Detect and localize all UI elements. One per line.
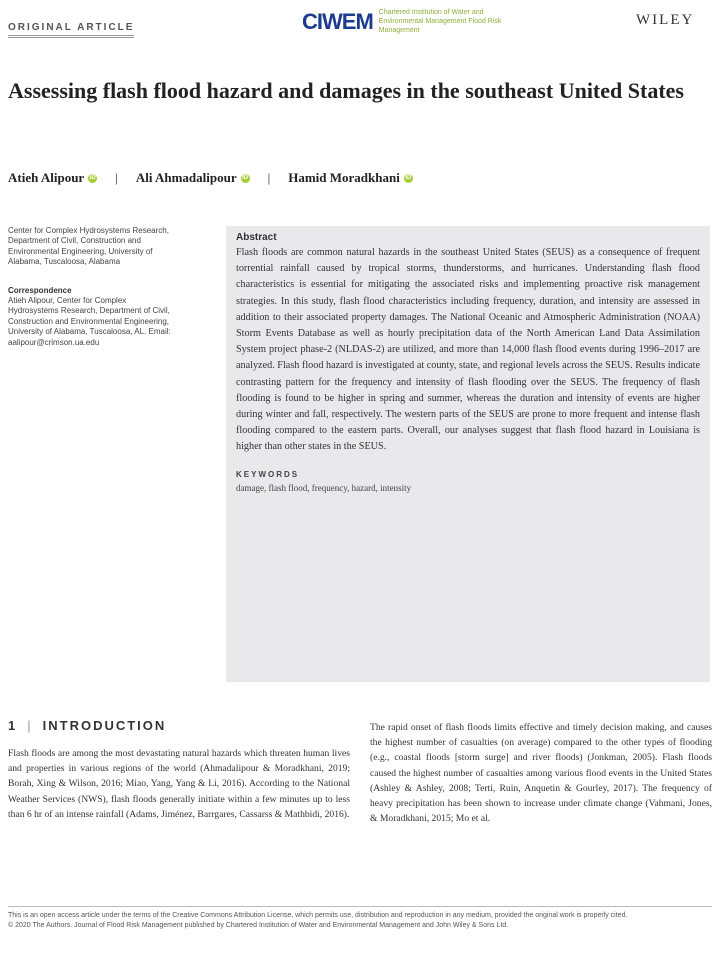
- journal-logo[interactable]: [302, 8, 509, 35]
- article-type-label: ORIGINAL ARTICLE: [8, 22, 134, 38]
- correspondence-label: Correspondence: [8, 285, 72, 295]
- author-name[interactable]: Ali Ahmadalipour: [135, 170, 237, 185]
- introduction-heading: [8, 718, 166, 733]
- author-list: [8, 170, 413, 186]
- section-number: 1: [8, 718, 18, 733]
- journal-logo-subtitle: Chartered Institution of Water and Environmental Management Flood Risk Management: [378, 9, 502, 34]
- section-title: INTRODUCTION: [42, 718, 167, 733]
- author-item[interactable]: [288, 170, 413, 186]
- body-column-right: The rapid onset of flash floods limits effective and timely decision making, and causes the highest number of casualties (on average) compared to the other types of flooding (e.g., coastal floods [storm surge] and river floods) (Jonkman, 2005). Flash floods caused the highest number of casualties among various flood events in the United States (Ashley & Ashley, 2008; Terti, Ruin, Anquetin & Gourley, 2017). The frequency of heavy precipitation has been shown to increase under climate change (Vahmani, Jones, & Moradkhani, 2015; Mo et al.: [370, 722, 712, 825]
- page-footer: [8, 906, 712, 931]
- journal-logo-mark: CIWEM: [302, 8, 373, 34]
- heading-divider: |: [27, 718, 33, 733]
- author-item[interactable]: [136, 170, 250, 186]
- author-separator: |: [115, 170, 118, 185]
- keywords-text: damage, flash flood, frequency, hazard, intensity: [236, 482, 412, 493]
- body-column-left: Flash floods are among the most devastating natural hazards which threaten human lives and properties in various regions of the world (Ahmadalipour & Moradkhani, 2019; Borah, Xing & Wilson, 2016; Miao, Yang, Yang & Li, 2016). According to the National Weather Services (NWS), flash floods generally initiate within a few minutes up to less than 6 hr of an intense rainfall (Adams, Jiménez, Barrgares, Cassarss & Mathbidi, 2016).: [8, 748, 350, 820]
- author-name[interactable]: Atieh Alipour: [8, 170, 85, 185]
- abstract-box: [226, 226, 710, 682]
- abstract-heading: Abstract: [236, 232, 277, 243]
- affiliation-text: Center for Complex Hydrosystems Research, Department of Civil, Construction and Environmental Engineering, University of Alabama, Tuscaloosa, Alabama: [8, 226, 169, 267]
- copyright-note: © 2020 The Authors. Journal of Flood Risk Management published by Chartered Institution of Water and Environmental Management and John Wiley & Sons Ltd.: [8, 922, 509, 929]
- author-name[interactable]: Hamid Moradkhani: [288, 170, 400, 185]
- author-separator: |: [267, 170, 271, 185]
- orcid-icon[interactable]: iD: [242, 174, 249, 181]
- article-title: Assessing flash flood hazard and damages in the southeast United States: [8, 78, 684, 103]
- orcid-icon[interactable]: iD: [89, 174, 96, 181]
- orcid-icon[interactable]: iD: [405, 174, 412, 181]
- article-sidebar: [8, 226, 178, 348]
- author-item[interactable]: [8, 170, 97, 186]
- abstract-text: Flash floods are common natural hazards in the southeast United States (SEUS) as a consequence of frequent torrential rainfall caused by tropical storms, thunderstorms, and hurricanes. Understanding flash flood characteristics is essential for mitigating the associated risks and implementing proactive risk management strategies. In this study, flash flood characteristics including frequency, duration, and intensity are assessed in addition to their associated property damages. The National Oceanic and Atmospheric Administration (NOAA) Storm Events Database as well as hourly precipitation data of the North American Land Data Assimilation System project phase-2 (NLDAS-2) are utilized, and more than 14,000 flash flood events during 1996–2017 are analyzed. Flash flood hazard is investigated at county, state, and regional levels across the SEUS. Results indicate contrasting pattern for the frequency and intensity of flash flooding over the SEUS. The frequency of flash flooding is found to be higher in spring and summer, whereas the duration and intensity of events are higher during winter and fall, respectively. The western parts of the SEUS are prone to more frequent and intense flash flooding compared to the eastern parts. Overall, our analyses suggest that flash flood hazard in Louisiana is higher than other states in the SEUS.: [236, 247, 700, 453]
- license-note: This is an open access article under the terms of the Creative Commons Attribution License, which permits use, distribution and reproduction in any medium, provided the original work is properly cited.: [8, 912, 628, 919]
- publisher-logo[interactable]: WILEY: [636, 12, 695, 28]
- keywords-heading: KEYWORDS: [236, 469, 300, 479]
- correspondence-text: Atieh Alipour, Center for Complex Hydrosystems Research, Department of Civil, Construction and Environmental Engineering, University of Alabama, Tuscaloosa, AL. Email: aalipour@crimson.ua.edu: [8, 296, 171, 347]
